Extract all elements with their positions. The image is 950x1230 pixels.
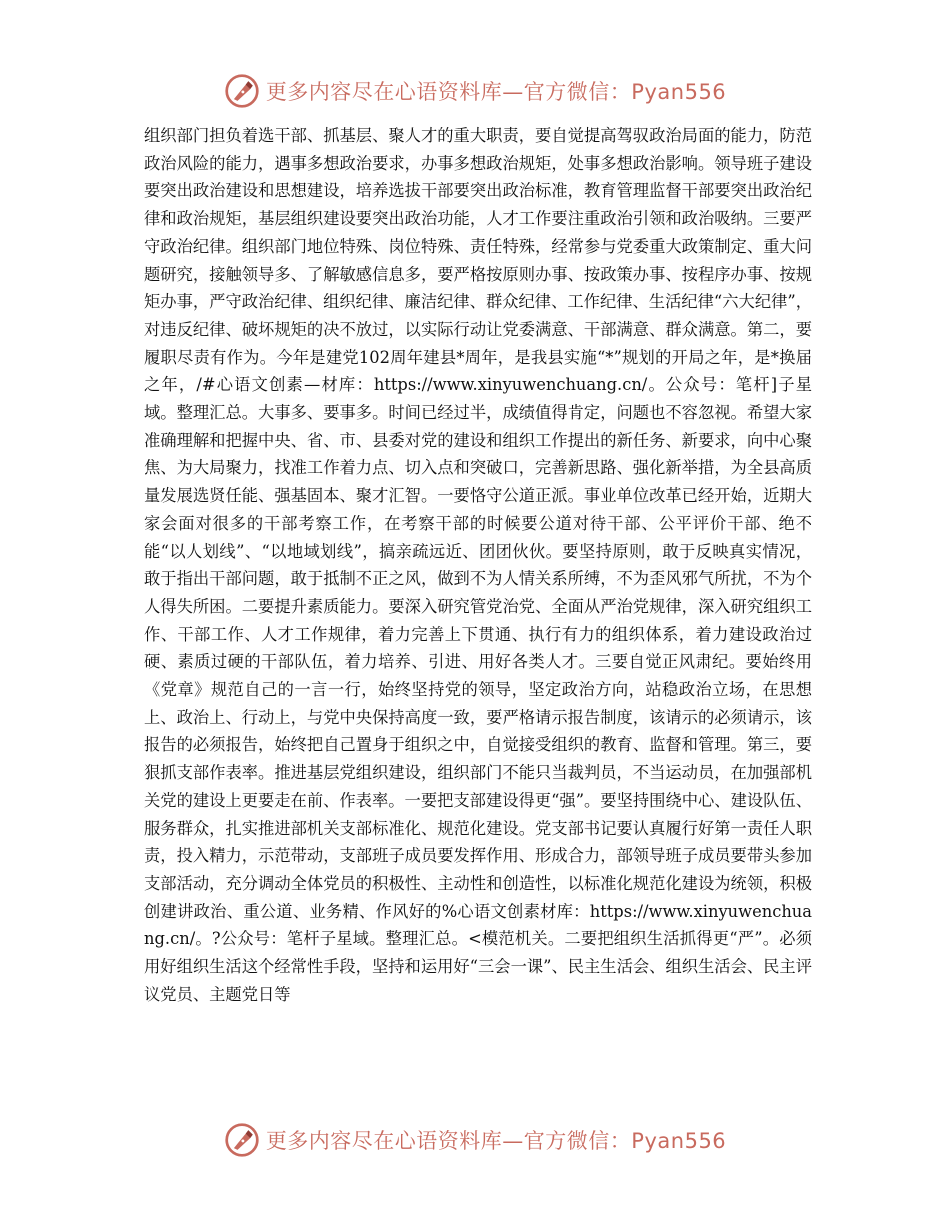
header-banner-text: 更多内容尽在心语资料库—官方微信：Pyan556: [265, 80, 727, 104]
header-banner: [0, 71, 950, 111]
footer-banner: [0, 1120, 950, 1160]
pen-nib-logo-icon: [224, 73, 260, 109]
pen-nib-logo-icon: [224, 1122, 260, 1158]
footer-banner-text: 更多内容尽在心语资料库—官方微信：Pyan556: [265, 1129, 727, 1153]
document-body: 组织部门担负着选干部、抓基层、聚人才的重大职责，要自觉提高驾驭政治局面的能力，防范政治风险的能力，遇事多想政治要求，办事多想政治规矩，处事多想政治影响。领导班子建设要突出政治建设和思想建设，培养选拔干部要突出政治标准，教育管理监督干部要突出政治纪律和政治规矩，基层组织建设要突出政治功能，人才工作要注重政治引领和政治吸纳。三要严守政治纪律。组织部门地位特殊、岗位特殊、责任特殊，经常参与党委重大政策制定、重大问题研究，接触领导多、了解敏感信息多，要严格按原则办事、按政策办事、按程序办事、按规矩办事，严守政治纪律、组织纪律、廉洁纪律、群众纪律、工作纪律、生活纪律“六大纪律”，对违反纪律、破坏规矩的决不放过，以实际行动让党委满意、干部满意、群众满意。第二，要履职尽责有作为。今年是建党102周年建县*周年，是我县实施“*”规划的开局之年，是*换届之年，/#心语文创素—材库：https://www.xinyuwenchuang.cn/。公众号：笔杆]子星域。整理汇总。大事多、要事多。时间已经过半，成绩值得肯定，问题也不容忽视。希望大家准确理解和把握中央、省、市、县委对党的建设和组织工作提出的新任务、新要求，向中心聚焦、为大局聚力，找准工作着力点、切入点和突破口，完善新思路、强化新举措，为全县高质量发展选贤任能、强基固本、聚才汇智。一要恪守公道正派。事业单位改革已经开始，近期大家会面对很多的干部考察工作，在考察干部的时候要公道对待干部、公平评价干部、绝不能“以人划线”、“以地域划线”，搞亲疏远近、团团伙伙。要坚持原则，敢于反映真实情况，敢于指出干部问题，敢于抵制不正之风，做到不为人情关系所缚，不为歪风邪气所扰，不为个人得失所困。二要提升素质能力。要深入研究管党治党、全面从严治党规律，深入研究组织工作、干部工作、人才工作规律，着力完善上下贯通、执行有力的组织体系，着力建设政治过硬、素质过硬的干部队伍，着力培养、引进、用好各类人才。三要自觉正风肃纪。要始终用《党章》规范自己的一言一行，始终坚持党的领导，坚定政治方向，站稳政治立场，在思想上、政治上、行动上，与党中央保持高度一致，要严格请示报告制度，该请示的必须请示，该报告的必须报告，始终把自己置身于组织之中，自觉接受组织的教育、监督和管理。第三，要狠抓支部作表率。推进基层党组织建设，组织部门不能只当裁判员，不当运动员，在加强部机关党的建设上更要走在前、作表率。一要把支部建设得更“强”。要坚持围绕中心、建设队伍、服务群众，扎实推进部机关支部标准化、规范化建设。党支部书记要认真履行好第一责任人职责，投入精力，示范带动，支部班子成员要发挥作用、形成合力，部领导班子成员要带头参加支部活动，充分调动全体党员的积极性、主动性和创造性，以标准化规范化建设为统领，积极创建讲政治、重公道、业务精、作风好的%心语文创素材库：https://www.xinyuwenchuang.cn/。?公众号：笔杆子星域。整理汇总。<模范机关。二要把组织生活抓得更“严”。必须用好组织生活这个经常性手段，坚持和运用好“三会一课”、民主生活会、组织生活会、民主评议党员、主题党日等: [144, 126, 812, 1004]
